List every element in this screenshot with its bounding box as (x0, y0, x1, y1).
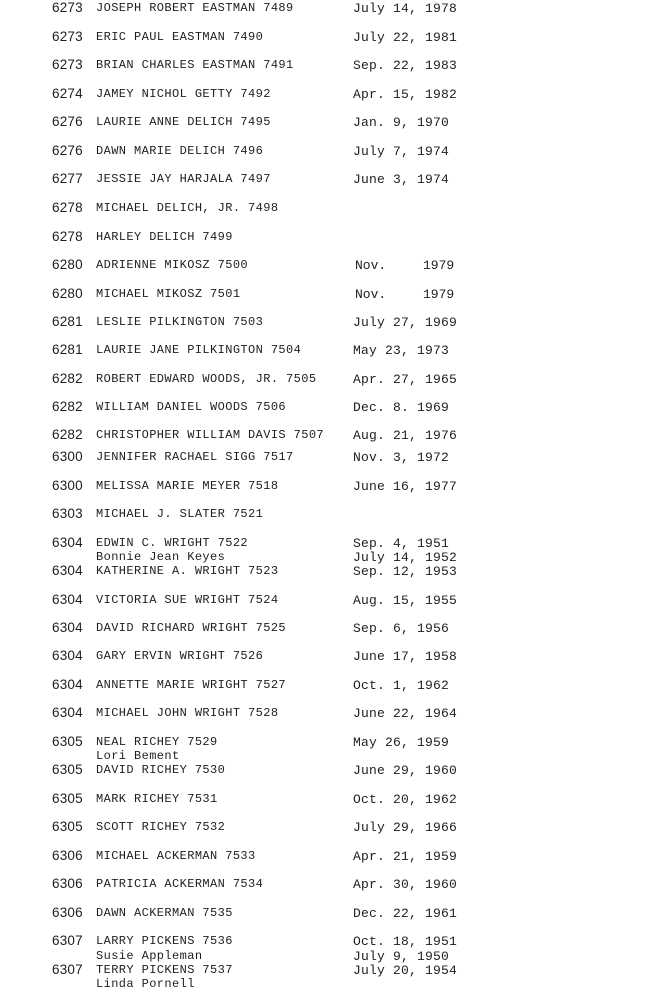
marriage-date: July 9, 1950 (353, 949, 450, 964)
record-number: 6306 (52, 905, 83, 920)
birth-date: Aug. 15, 1955 (353, 593, 458, 608)
list-item (0, 591, 650, 611)
record-number: 6305 (52, 762, 83, 777)
record-number: 6305 (52, 734, 83, 749)
person-name: CHRISTOPHER WILLIAM DAVIS 7507 (96, 428, 325, 442)
birth-year: 1979 (423, 287, 455, 302)
spouse-name: Lori Bement (96, 749, 180, 763)
person-name: ROBERT EDWARD WOODS, JR. 7505 (96, 372, 317, 386)
person-name: BRIAN CHARLES EASTMAN 7491 (96, 58, 294, 72)
birth-date: Jan. 9, 1970 (353, 115, 450, 130)
record-number: 6304 (52, 563, 83, 578)
birth-date: July 27, 1969 (353, 315, 458, 330)
record-number: 6304 (52, 592, 83, 607)
person-name: VICTORIA SUE WRIGHT 7524 (96, 593, 279, 607)
record-number: 6304 (52, 535, 83, 550)
person-name: MICHAEL DELICH, JR. 7498 (96, 201, 279, 215)
person-name: MICHAEL J. SLATER 7521 (96, 507, 264, 521)
record-number: 6300 (52, 449, 83, 464)
person-name: DAVID RICHEY 7530 (96, 763, 226, 777)
list-item (0, 199, 650, 219)
person-name: JESSIE JAY HARJALA 7497 (96, 172, 271, 186)
person-name: DAWN ACKERMAN 7535 (96, 906, 233, 920)
spouse-name: Susie Appleman (96, 949, 203, 963)
person-name: DAWN MARIE DELICH 7496 (96, 144, 264, 158)
birth-date: Apr. 21, 1959 (353, 849, 458, 864)
list-item (0, 142, 650, 162)
list-item (0, 619, 650, 639)
record-number: 6278 (52, 200, 83, 215)
birth-date: Sep. 22, 1983 (353, 58, 458, 73)
birth-date: June 16, 1977 (353, 479, 458, 494)
record-number: 6282 (52, 371, 83, 386)
record-number: 6281 (52, 342, 83, 357)
list-item (0, 56, 650, 76)
list-item (0, 0, 650, 19)
person-name: DAVID RICHARD WRIGHT 7525 (96, 621, 287, 635)
birth-date: Apr. 15, 1982 (353, 87, 458, 102)
person-name: HARLEY DELICH 7499 (96, 230, 233, 244)
record-number: 6273 (52, 0, 83, 15)
birth-month: Nov. (355, 287, 387, 302)
list-item (0, 505, 650, 525)
record-number: 6303 (52, 506, 83, 521)
person-name: ANNETTE MARIE WRIGHT 7527 (96, 678, 287, 692)
record-number: 6304 (52, 648, 83, 663)
list-item (0, 426, 650, 446)
person-name: LESLIE PILKINGTON 7503 (96, 315, 264, 329)
record-number: 6273 (52, 29, 83, 44)
list-item (0, 448, 650, 468)
birth-date: May 23, 1973 (353, 343, 450, 358)
birth-date: Oct. 20, 1962 (353, 792, 458, 807)
list-item (0, 761, 650, 781)
person-name: KATHERINE A. WRIGHT 7523 (96, 564, 279, 578)
list-item (0, 790, 650, 810)
person-name: LARRY PICKENS 7536 (96, 934, 233, 948)
record-number: 6274 (52, 86, 83, 101)
record-number: 6273 (52, 57, 83, 72)
record-number: 6304 (52, 620, 83, 635)
list-item (0, 818, 650, 838)
record-number: 6307 (52, 933, 83, 948)
person-name: EDWIN C. WRIGHT 7522 (96, 536, 249, 550)
birth-date: Oct. 18, 1951 (353, 934, 458, 949)
person-name: TERRY PICKENS 7537 (96, 963, 233, 977)
list-item (0, 85, 650, 105)
list-item (0, 847, 650, 867)
record-number: 6282 (52, 399, 83, 414)
person-name: MICHAEL JOHN WRIGHT 7528 (96, 706, 279, 720)
record-number: 6306 (52, 848, 83, 863)
list-item (0, 398, 650, 418)
record-number: 6280 (52, 286, 83, 301)
list-item (0, 904, 650, 924)
birth-date: July 29, 1966 (353, 820, 458, 835)
record-number: 6306 (52, 876, 83, 891)
birth-date: July 20, 1954 (353, 963, 458, 978)
person-name: JOSEPH ROBERT EASTMAN 7489 (96, 1, 294, 15)
list-item (0, 113, 650, 133)
record-number: 6305 (52, 819, 83, 834)
birth-date: Aug. 21, 1976 (353, 428, 458, 443)
list-item (0, 370, 650, 390)
person-name: MICHAEL ACKERMAN 7533 (96, 849, 256, 863)
list-item (0, 313, 650, 333)
person-name: WILLIAM DANIEL WOODS 7506 (96, 400, 287, 414)
spouse-name: Linda Pornell (96, 977, 195, 991)
birth-date: July 7, 1974 (353, 144, 450, 159)
birth-date: June 17, 1958 (353, 649, 458, 664)
birth-date: Sep. 12, 1953 (353, 564, 458, 579)
birth-date: Oct. 1, 1962 (353, 678, 450, 693)
person-name: NEAL RICHEY 7529 (96, 735, 218, 749)
list-item (0, 477, 650, 497)
birth-date: Dec. 8. 1969 (353, 400, 450, 415)
list-item (0, 170, 650, 190)
birth-date: June 22, 1964 (353, 706, 458, 721)
person-name: LAURIE JANE PILKINGTON 7504 (96, 343, 302, 357)
record-number: 6276 (52, 143, 83, 158)
list-item (0, 228, 650, 248)
person-name: ADRIENNE MIKOSZ 7500 (96, 258, 249, 272)
record-number: 6305 (52, 791, 83, 806)
birth-date: Dec. 22, 1961 (353, 906, 458, 921)
list-item (0, 28, 650, 48)
record-number: 6282 (52, 427, 83, 442)
spouse-name: Bonnie Jean Keyes (96, 550, 226, 564)
list-item (0, 676, 650, 696)
birth-date: May 26, 1959 (353, 735, 450, 750)
person-name: JENNIFER RACHAEL SIGG 7517 (96, 450, 294, 464)
birth-date: July 22, 1981 (353, 30, 458, 45)
birth-month: Nov. (355, 258, 387, 273)
birth-date: Apr. 27, 1965 (353, 372, 458, 387)
person-name: SCOTT RICHEY 7532 (96, 820, 226, 834)
person-name: PATRICIA ACKERMAN 7534 (96, 877, 264, 891)
record-number: 6276 (52, 114, 83, 129)
birth-date: Sep. 4, 1951 (353, 536, 450, 551)
person-name: ERIC PAUL EASTMAN 7490 (96, 30, 264, 44)
record-number: 6281 (52, 314, 83, 329)
person-name: MICHAEL MIKOSZ 7501 (96, 287, 241, 301)
record-number: 6278 (52, 229, 83, 244)
list-item (0, 704, 650, 724)
birth-date: Apr. 30, 1960 (353, 877, 458, 892)
person-name: JAMEY NICHOL GETTY 7492 (96, 87, 271, 101)
marriage-date: July 14, 1952 (353, 550, 458, 565)
record-number: 6304 (52, 677, 83, 692)
spouse-line (0, 977, 650, 991)
person-name: MELISSA MARIE MEYER 7518 (96, 479, 279, 493)
person-name: MARK RICHEY 7531 (96, 792, 218, 806)
list-item (0, 285, 650, 305)
birth-year: 1979 (423, 258, 455, 273)
record-number: 6300 (52, 478, 83, 493)
record-number: 6277 (52, 171, 83, 186)
birth-date: July 14, 1978 (353, 1, 458, 16)
list-item (0, 875, 650, 895)
birth-date: Nov. 3, 1972 (353, 450, 450, 465)
birth-date: June 3, 1974 (353, 172, 450, 187)
birth-date: June 29, 1960 (353, 763, 458, 778)
person-name: GARY ERVIN WRIGHT 7526 (96, 649, 264, 663)
list-item (0, 256, 650, 276)
record-number: 6280 (52, 257, 83, 272)
birth-date: Sep. 6, 1956 (353, 621, 450, 636)
record-number: 6304 (52, 705, 83, 720)
list-item (0, 562, 650, 582)
list-item (0, 341, 650, 361)
list-item (0, 647, 650, 667)
person-name: LAURIE ANNE DELICH 7495 (96, 115, 271, 129)
record-number: 6307 (52, 962, 83, 977)
